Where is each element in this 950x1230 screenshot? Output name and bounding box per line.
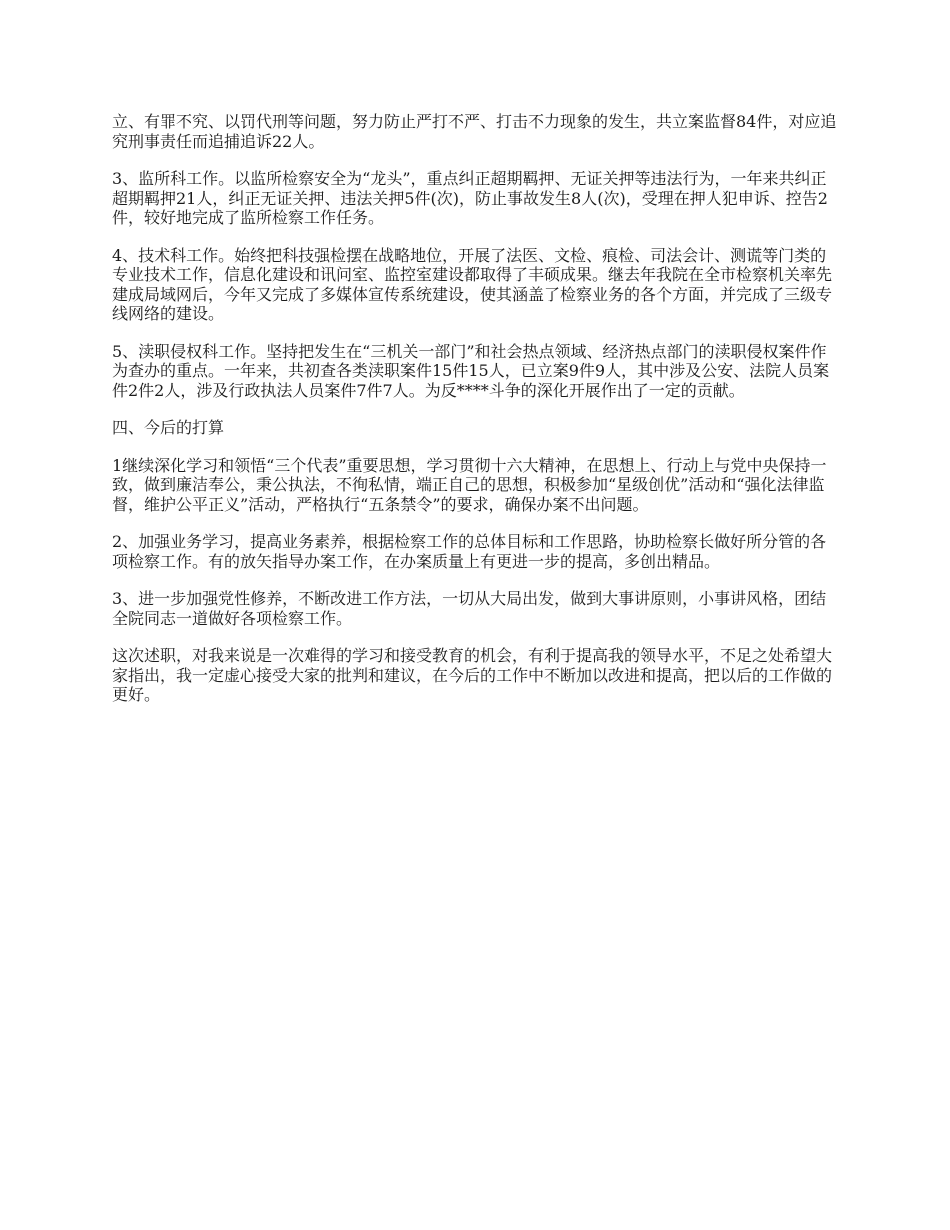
paragraph-technical-section: 4、技术科工作。始终把科技强检摆在战略地位，开展了法医、文检、痕检、司法会计、测谎等门类的专业技术工作，信息化建设和讯问室、监控室建设都取得了丰硕成果。继去年我院在全市检察机关率先建成局域网后，今年又完成了多媒体宣传系统建设，使其涵盖了检察业务的各个方面，并完成了三级专线网络的建设。 [112, 245, 833, 323]
paragraph-supervision-summary: 立、有罪不究、以罚代刑等问题，努力防止严打不严、打击不力现象的发生，共立案监督84件，对应追究刑事责任而追捕追诉22人。 [112, 112, 837, 151]
section-heading-future-plans: 四、今后的打算 [112, 418, 225, 437]
paragraph-malfeasance-section: 5、渎职侵权科工作。坚持把发生在“三机关一部门”和社会热点领域、经济热点部门的渎职侵权案件作为查办的重点。一年来，共初查各类渎职案件15件15人，已立案9件9人，其中涉及公安、法院人员案件2件2人，涉及行政执法人员案件7件7人。为反****斗争的深化开展作出了一定的贡献。 [112, 341, 830, 400]
paragraph-closing: 这次述职，对我来说是一次难得的学习和接受教育的机会，有利于提高我的领导水平，不足之处希望大家指出，我一定虚心接受大家的批判和建议，在今后的工作中不断加以改进和提高，把以后的工作做的更好。 [112, 646, 833, 704]
document-page [112, 112, 840, 723]
paragraph-plan-1: 1继续深化学习和领悟“三个代表”重要思想，学习贯彻十六大精神，在思想上、行动上与党中央保持一致，做到廉洁奉公，秉公执法，不徇私情，端正自己的思想，积极参加“星级创优”活动和“强化法律监督，维护公平正义”活动，严格执行“五条禁令”的要求，确保办案不出问题。 [112, 455, 827, 514]
paragraph-plan-3: 3、进一步加强党性修养，不断改进工作方法，一切从大局出发，做到大事讲原则，小事讲风格，团结全院同志一道做好各项检察工作。 [112, 589, 827, 628]
paragraph-plan-2: 2、加强业务学习，提高业务素养，根据检察工作的总体目标和工作思路，协助检察长做好所分管的各项检察工作。有的放矢指导办案工作，在办案质量上有更进一步的提高，多创出精品。 [112, 532, 827, 571]
paragraph-prison-section: 3、监所科工作。以监所检察安全为“龙头”，重点纠正超期羁押、无证关押等违法行为，一年来共纠正超期羁押21人，纠正无证关押、违法关押5件(次)，防止事故发生8人(次)，受理在押人犯申诉、控告2件，较好地完成了监所检察工作任务。 [112, 169, 828, 227]
